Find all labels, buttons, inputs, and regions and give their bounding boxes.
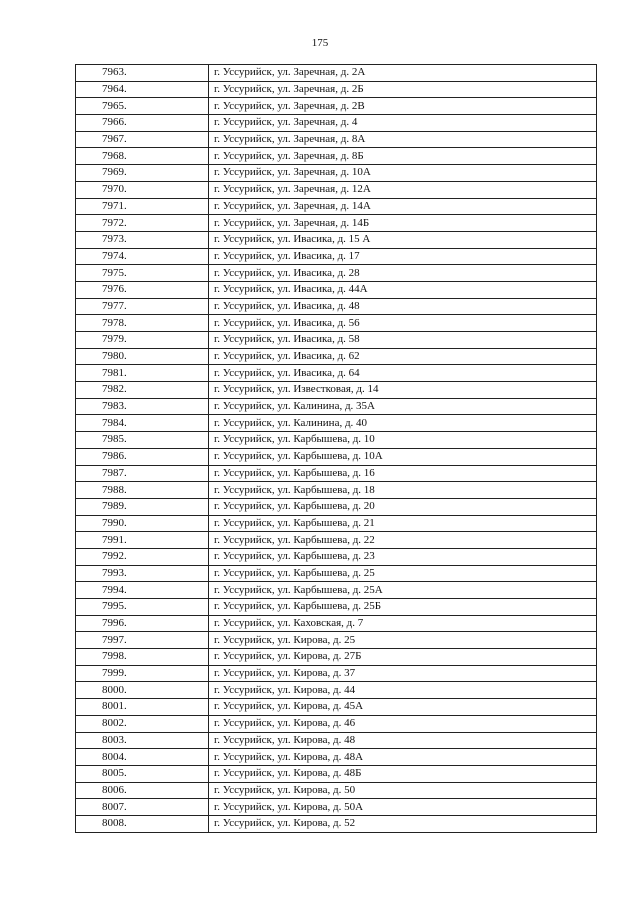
table-row (76, 281, 597, 298)
row-address: г. Уссурийск, ул. Карбышева, д. 25Б (209, 599, 597, 616)
table-row (76, 231, 597, 248)
row-number: 7970. (76, 181, 209, 198)
row-address: г. Уссурийск, ул. Калинина, д. 40 (209, 415, 597, 432)
row-address: г. Уссурийск, ул. Кирова, д. 45А (209, 699, 597, 716)
table-row (76, 515, 597, 532)
row-number: 8008. (76, 815, 209, 832)
table-row (76, 432, 597, 449)
row-number: 7974. (76, 248, 209, 265)
row-address: г. Уссурийск, ул. Заречная, д. 2А (209, 65, 597, 82)
row-address: г. Уссурийск, ул. Заречная, д. 8А (209, 131, 597, 148)
row-number: 8006. (76, 782, 209, 799)
row-address: г. Уссурийск, ул. Карбышева, д. 25 (209, 565, 597, 582)
row-number: 7975. (76, 265, 209, 282)
row-number: 7992. (76, 548, 209, 565)
row-address: г. Уссурийск, ул. Заречная, д. 14А (209, 198, 597, 215)
table-row (76, 382, 597, 399)
row-address: г. Уссурийск, ул. Карбышева, д. 10 (209, 432, 597, 449)
row-number: 8004. (76, 749, 209, 766)
table-row (76, 148, 597, 165)
row-address: г. Уссурийск, ул. Кирова, д. 50А (209, 799, 597, 816)
row-address: г. Уссурийск, ул. Кирова, д. 27Б (209, 649, 597, 666)
row-address: г. Уссурийск, ул. Кирова, д. 46 (209, 715, 597, 732)
row-number: 7988. (76, 482, 209, 499)
row-number: 7991. (76, 532, 209, 549)
table-row (76, 782, 597, 799)
row-address: г. Уссурийск, ул. Заречная, д. 8Б (209, 148, 597, 165)
row-address: г. Уссурийск, ул. Ивасика, д. 64 (209, 365, 597, 382)
table-row (76, 415, 597, 432)
table-row (76, 732, 597, 749)
row-number: 7969. (76, 165, 209, 182)
row-address: г. Уссурийск, ул. Заречная, д. 2В (209, 98, 597, 115)
row-number: 7981. (76, 365, 209, 382)
table-row (76, 548, 597, 565)
table-row (76, 799, 597, 816)
table-row (76, 599, 597, 616)
row-number: 7979. (76, 332, 209, 349)
table-row (76, 365, 597, 382)
row-number: 8001. (76, 699, 209, 716)
row-number: 7980. (76, 348, 209, 365)
table-row (76, 248, 597, 265)
row-address: г. Уссурийск, ул. Заречная, д. 2Б (209, 81, 597, 98)
row-number: 7972. (76, 215, 209, 232)
table-row (76, 665, 597, 682)
row-address: г. Уссурийск, ул. Карбышева, д. 18 (209, 482, 597, 499)
row-address: г. Уссурийск, ул. Известковая, д. 14 (209, 382, 597, 399)
table-row (76, 65, 597, 82)
row-number: 7971. (76, 198, 209, 215)
row-number: 7995. (76, 599, 209, 616)
table-row (76, 115, 597, 132)
table-row (76, 215, 597, 232)
table-row (76, 265, 597, 282)
row-number: 7996. (76, 615, 209, 632)
row-number: 7982. (76, 382, 209, 399)
row-number: 7994. (76, 582, 209, 599)
table-row (76, 332, 597, 349)
table-row (76, 165, 597, 182)
row-address: г. Уссурийск, ул. Карбышева, д. 10А (209, 448, 597, 465)
table-row (76, 582, 597, 599)
row-address: г. Уссурийск, ул. Карбышева, д. 22 (209, 532, 597, 549)
row-number: 7998. (76, 649, 209, 666)
table-row (76, 181, 597, 198)
table-row (76, 98, 597, 115)
row-number: 7977. (76, 298, 209, 315)
table-row (76, 815, 597, 832)
table-row (76, 615, 597, 632)
row-number: 7990. (76, 515, 209, 532)
row-number: 8007. (76, 799, 209, 816)
row-number: 8003. (76, 732, 209, 749)
row-number: 7984. (76, 415, 209, 432)
row-number: 7989. (76, 498, 209, 515)
table-row (76, 448, 597, 465)
table-row (76, 482, 597, 499)
table-row (76, 298, 597, 315)
table-row (76, 749, 597, 766)
row-number: 8005. (76, 765, 209, 782)
row-number: 7968. (76, 148, 209, 165)
row-address: г. Уссурийск, ул. Калинина, д. 35А (209, 398, 597, 415)
row-address: г. Уссурийск, ул. Кирова, д. 52 (209, 815, 597, 832)
row-address: г. Уссурийск, ул. Ивасика, д. 58 (209, 332, 597, 349)
table-row (76, 398, 597, 415)
table-row (76, 565, 597, 582)
page-number: 175 (311, 37, 329, 49)
row-number: 7965. (76, 98, 209, 115)
row-address: г. Уссурийск, ул. Заречная, д. 4 (209, 115, 597, 132)
row-address: г. Уссурийск, ул. Заречная, д. 10А (209, 165, 597, 182)
table-row (76, 498, 597, 515)
row-address: г. Уссурийск, ул. Карбышева, д. 16 (209, 465, 597, 482)
table-row (76, 682, 597, 699)
row-address: г. Уссурийск, ул. Заречная, д. 14Б (209, 215, 597, 232)
row-number: 8000. (76, 682, 209, 699)
row-address: г. Уссурийск, ул. Кирова, д. 48Б (209, 765, 597, 782)
table-row (76, 649, 597, 666)
row-number: 7964. (76, 81, 209, 98)
row-address: г. Уссурийск, ул. Карбышева, д. 20 (209, 498, 597, 515)
table-row (76, 81, 597, 98)
table-row (76, 765, 597, 782)
row-address: г. Уссурийск, ул. Кирова, д. 44 (209, 682, 597, 699)
row-address: г. Уссурийск, ул. Заречная, д. 12А (209, 181, 597, 198)
row-address: г. Уссурийск, ул. Кирова, д. 50 (209, 782, 597, 799)
row-number: 7993. (76, 565, 209, 582)
row-number: 7983. (76, 398, 209, 415)
row-address: г. Уссурийск, ул. Ивасика, д. 28 (209, 265, 597, 282)
row-address: г. Уссурийск, ул. Кирова, д. 48 (209, 732, 597, 749)
row-number: 7978. (76, 315, 209, 332)
table-row (76, 131, 597, 148)
row-address: г. Уссурийск, ул. Ивасика, д. 15 А (209, 231, 597, 248)
row-address: г. Уссурийск, ул. Кирова, д. 25 (209, 632, 597, 649)
row-number: 7997. (76, 632, 209, 649)
row-address: г. Уссурийск, ул. Ивасика, д. 17 (209, 248, 597, 265)
row-number: 7986. (76, 448, 209, 465)
row-address: г. Уссурийск, ул. Карбышева, д. 21 (209, 515, 597, 532)
row-address: г. Уссурийск, ул. Карбышева, д. 23 (209, 548, 597, 565)
row-number: 8002. (76, 715, 209, 732)
row-address: г. Уссурийск, ул. Ивасика, д. 56 (209, 315, 597, 332)
table-row (76, 465, 597, 482)
row-number: 7999. (76, 665, 209, 682)
table-row (76, 315, 597, 332)
row-number: 7985. (76, 432, 209, 449)
row-number: 7967. (76, 131, 209, 148)
row-address: г. Уссурийск, ул. Ивасика, д. 44А (209, 281, 597, 298)
table-row (76, 699, 597, 716)
row-address: г. Уссурийск, ул. Ивасика, д. 48 (209, 298, 597, 315)
row-address: г. Уссурийск, ул. Каховская, д. 7 (209, 615, 597, 632)
row-address: г. Уссурийск, ул. Кирова, д. 37 (209, 665, 597, 682)
table-row (76, 198, 597, 215)
row-number: 7976. (76, 281, 209, 298)
table-body (76, 65, 597, 833)
row-address: г. Уссурийск, ул. Карбышева, д. 25А (209, 582, 597, 599)
row-number: 7966. (76, 115, 209, 132)
table-row (76, 532, 597, 549)
row-address: г. Уссурийск, ул. Кирова, д. 48А (209, 749, 597, 766)
table-row (76, 715, 597, 732)
row-number: 7987. (76, 465, 209, 482)
row-number: 7973. (76, 231, 209, 248)
table-row (76, 632, 597, 649)
row-number: 7963. (76, 65, 209, 82)
table-row (76, 348, 597, 365)
row-address: г. Уссурийск, ул. Ивасика, д. 62 (209, 348, 597, 365)
address-table (75, 64, 597, 833)
